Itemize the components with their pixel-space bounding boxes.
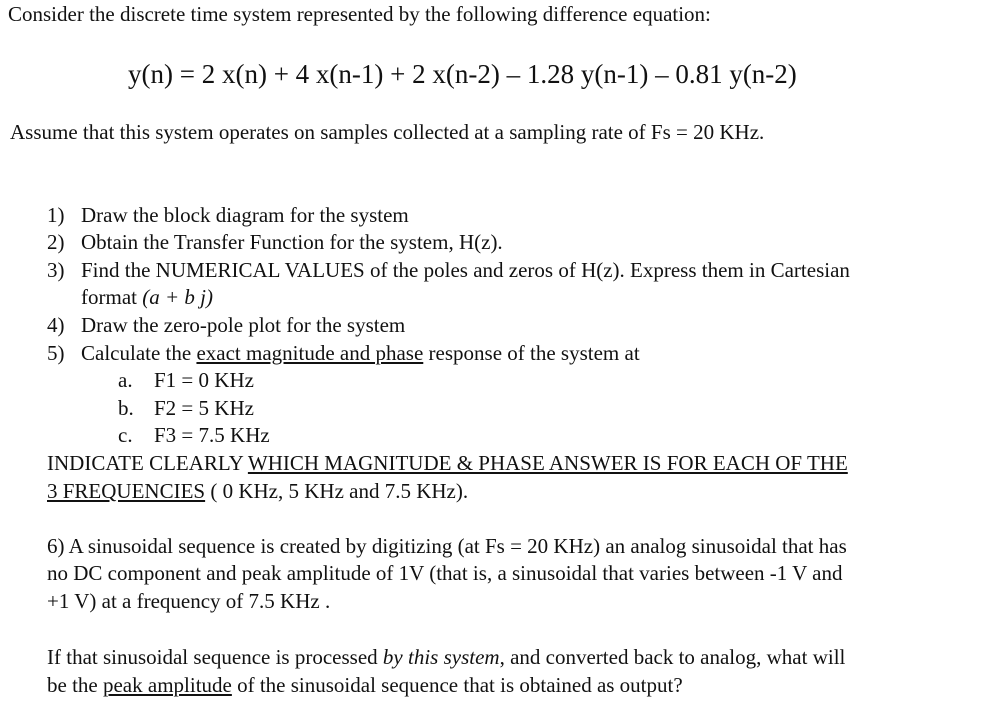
question-number: 1) xyxy=(47,203,65,227)
indicate-text: INDICATE CLEARLY xyxy=(47,451,248,475)
difference-equation: y(n) = 2 x(n) + 4 x(n-1) + 2 x(n-2) – 1.28 y(n-1) – 0.81 y(n-2) xyxy=(128,59,797,89)
indicate-line-2 xyxy=(47,478,468,504)
italic-text: by this system xyxy=(382,645,500,669)
subitem-a xyxy=(118,367,254,393)
question-text: Calculate the xyxy=(81,341,197,365)
underlined-text: peak amplitude xyxy=(102,673,232,697)
underlined-text: 3 FREQUENCIES xyxy=(47,479,206,503)
final-text: , and converted back to analog, what will xyxy=(499,645,846,669)
question-text: format xyxy=(81,285,143,309)
subitem-b xyxy=(118,395,254,421)
question-number: 5) xyxy=(47,341,65,365)
question-text: Obtain the Transfer Function for the system, H(z). xyxy=(81,230,503,254)
indicate-text: ( 0 KHz, 5 KHz and 7.5 KHz). xyxy=(205,479,469,503)
subitem-text: F1 = 0 KHz xyxy=(154,368,254,392)
final-text: be the xyxy=(47,673,103,697)
question-number: 2) xyxy=(47,230,65,254)
question-text: Draw the zero-pole plot for the system xyxy=(81,313,406,337)
final-question-line-2 xyxy=(47,672,683,698)
intro-text: Consider the discrete time system represented by the following difference equation: xyxy=(8,2,711,26)
question-6-line-1: 6) A sinusoidal sequence is created by digitizing (at Fs = 20 KHz) an analog sinusoidal that has xyxy=(47,534,847,558)
question-text: response of the system at xyxy=(423,341,640,365)
underlined-text: exact magnitude and phase xyxy=(196,341,424,365)
question-1 xyxy=(47,202,409,228)
subitem-text: F3 = 7.5 KHz xyxy=(154,423,270,447)
subitem-label: a. xyxy=(118,368,133,392)
question-number: 3) xyxy=(47,258,65,282)
question-number: 4) xyxy=(47,313,65,337)
question-3 xyxy=(47,257,850,283)
subitem-text: F2 = 5 KHz xyxy=(154,396,254,420)
underlined-text: WHICH MAGNITUDE & PHASE ANSWER IS FOR EACH OF THE xyxy=(247,451,848,475)
final-text: of the sinusoidal sequence that is obtained as output? xyxy=(231,673,683,697)
question-6-line-2: no DC component and peak amplitude of 1V (that is, a sinusoidal that varies between -1 V and xyxy=(47,561,843,585)
question-6-line-3: +1 V) at a frequency of 7.5 KHz . xyxy=(47,589,331,613)
subitem-c xyxy=(118,422,270,448)
sampling-assumption: Assume that this system operates on samples collected at a sampling rate of Fs = 20 KHz. xyxy=(10,120,765,144)
question-text: Find the NUMERICAL VALUES of the poles and zeros of H(z). Express them in Cartesian xyxy=(81,258,850,282)
subitem-label: b. xyxy=(118,396,134,420)
cartesian-format: (a + b j) xyxy=(142,285,213,309)
final-question-line-1 xyxy=(47,644,845,670)
question-3-continuation xyxy=(81,284,213,310)
question-text: Draw the block diagram for the system xyxy=(81,203,409,227)
question-2 xyxy=(47,229,503,255)
subitem-label: c. xyxy=(118,423,133,447)
question-4 xyxy=(47,312,405,338)
indicate-line-1 xyxy=(47,450,848,476)
question-5 xyxy=(47,340,640,366)
final-text: If that sinusoidal sequence is processed xyxy=(47,645,383,669)
